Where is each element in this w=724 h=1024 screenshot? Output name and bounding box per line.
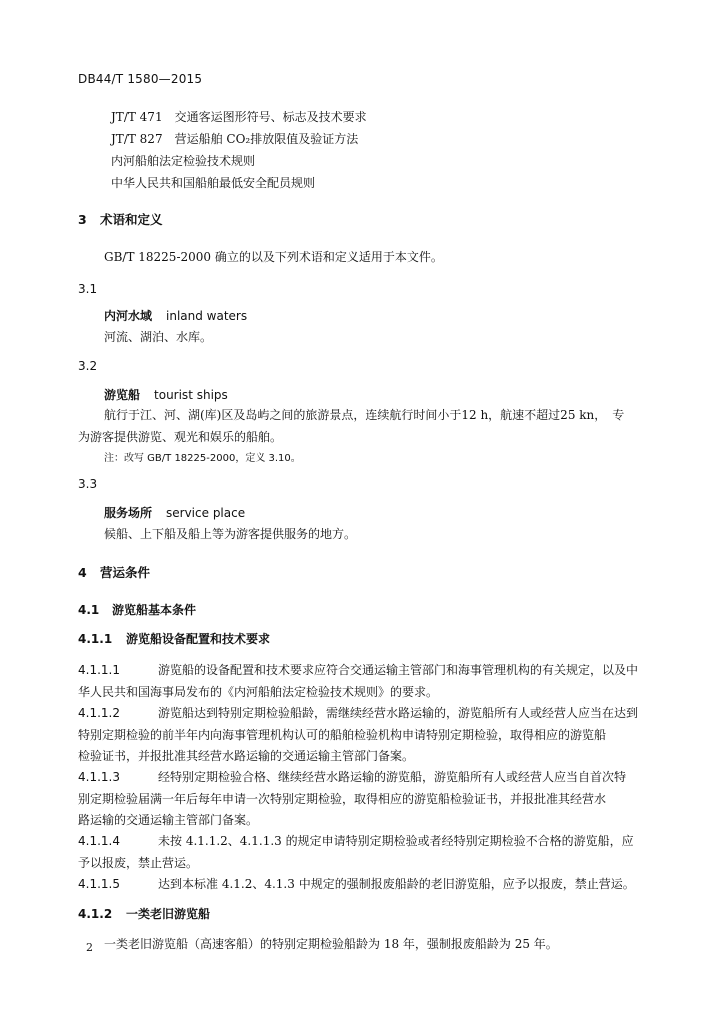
clause bbox=[78, 704, 638, 721]
term-title bbox=[104, 307, 247, 324]
subsection-heading bbox=[78, 601, 196, 618]
reference-item: JT/T 827 营运船舶 CO₂排放限值及验证方法 bbox=[111, 132, 359, 146]
subsection-number: 4.1.1 bbox=[78, 632, 113, 646]
clause-number: 4.1.1.1 bbox=[78, 663, 120, 677]
term-cn: 内河水域 bbox=[104, 309, 153, 323]
clause bbox=[78, 875, 635, 892]
term-number: 3.3 bbox=[78, 477, 98, 491]
section-intro: GB/T 18225-2000 确立的以及下列术语和定义适用于本文件。 bbox=[104, 250, 443, 264]
term-definition: 航行于江、河、湖(库)区及岛屿之间的旅游景点，连续航行时间小于12 h，航速不超过25 kn， 专 bbox=[104, 408, 625, 422]
subsection-number: 4.1.2 bbox=[78, 907, 113, 921]
subsection-heading bbox=[78, 630, 270, 647]
section-heading bbox=[78, 563, 150, 581]
clause-text: 华人民共和国海事局发布的《内河船舶法定检验技术规则》的要求。 bbox=[78, 685, 439, 699]
term-en: inland waters bbox=[166, 309, 248, 323]
term-number: 3.2 bbox=[78, 359, 98, 373]
clause-text: 别定期检验届满一年后每年申请一次特别定期检验，取得相应的游览船检验证书，并报批准其经营水 bbox=[78, 792, 607, 806]
clause bbox=[78, 661, 638, 678]
term-definition: 候船、上下船及船上等为游客提供服务的地方。 bbox=[104, 527, 357, 541]
clause bbox=[78, 768, 626, 785]
clause-text: 特别定期检验的前半年内向海事管理机构认可的船舶检验机构申请特别定期检验，取得相应的游览船 bbox=[78, 728, 607, 742]
term-title bbox=[104, 386, 228, 403]
subsection-text: 一类老旧游览船（高速客船）的特别定期检验船龄为 18 年，强制报废船龄为 25 年。 bbox=[104, 937, 558, 951]
section-title: 营运条件 bbox=[100, 565, 151, 580]
term-definition: 为游客提供游览、观光和娱乐的船舶。 bbox=[78, 430, 283, 444]
reference-item: 内河船舶法定检验技术规则 bbox=[111, 154, 256, 168]
clause-number: 4.1.1.2 bbox=[78, 706, 120, 720]
clause-text: 达到本标准 4.1.2、4.1.3 中规定的强制报废船龄的老旧游览船，应予以报废，禁止营运。 bbox=[158, 877, 635, 891]
section-title: 术语和定义 bbox=[100, 212, 163, 227]
subsection-number: 4.1 bbox=[78, 603, 100, 617]
clause-text: 经特别定期检验合格、继续经营水路运输的游览船，游览船所有人或经营人应当自首次特 bbox=[158, 770, 627, 784]
clause-number: 4.1.1.3 bbox=[78, 770, 120, 784]
clause-text: 予以报废，禁止营运。 bbox=[78, 856, 199, 870]
standard-code-header: DB44/T 1580—2015 bbox=[78, 72, 203, 86]
subsection-title: 游览船基本条件 bbox=[112, 603, 197, 617]
term-en: service place bbox=[166, 506, 246, 520]
clause-text: 检验证书，并报批准其经营水路运输的交通运输主管部门备案。 bbox=[78, 749, 415, 763]
clause-number: 4.1.1.4 bbox=[78, 834, 120, 848]
clause-text: 游览船的设备配置和技术要求应符合交通运输主管部门和海事管理机构的有关规定，以及中 bbox=[158, 663, 639, 677]
term-number: 3.1 bbox=[78, 282, 98, 296]
term-title bbox=[104, 504, 245, 521]
clause bbox=[78, 832, 634, 849]
reference-item: 中华人民共和国船舶最低安全配员规则 bbox=[111, 176, 316, 190]
clause-text: 路运输的交通运输主管部门备案。 bbox=[78, 813, 259, 827]
section-heading bbox=[78, 210, 163, 228]
term-en: tourist ships bbox=[154, 388, 228, 402]
term-cn: 服务场所 bbox=[104, 506, 153, 520]
reference-item: JT/T 471 交通客运图形符号、标志及技术要求 bbox=[111, 110, 367, 124]
section-number: 4 bbox=[78, 565, 87, 580]
subsection-title: 游览船设备配置和技术要求 bbox=[126, 632, 271, 646]
term-note: 注：改写 GB/T 18225-2000，定义 3.10。 bbox=[104, 453, 301, 464]
page-number: 2 bbox=[86, 941, 93, 954]
clause-text: 未按 4.1.1.2、4.1.1.3 的规定申请特别定期检验或者经特别定期检验不合格的游览船，应 bbox=[158, 834, 634, 848]
subsection-heading bbox=[78, 905, 210, 922]
term-definition: 河流、湖泊、水库。 bbox=[104, 330, 213, 344]
subsection-title: 一类老旧游览船 bbox=[126, 907, 211, 921]
clause-number: 4.1.1.5 bbox=[78, 877, 120, 891]
section-number: 3 bbox=[78, 212, 87, 227]
clause-text: 游览船达到特别定期检验船龄，需继续经营水路运输的，游览船所有人或经营人应当在达到 bbox=[158, 706, 639, 720]
term-cn: 游览船 bbox=[104, 388, 141, 402]
